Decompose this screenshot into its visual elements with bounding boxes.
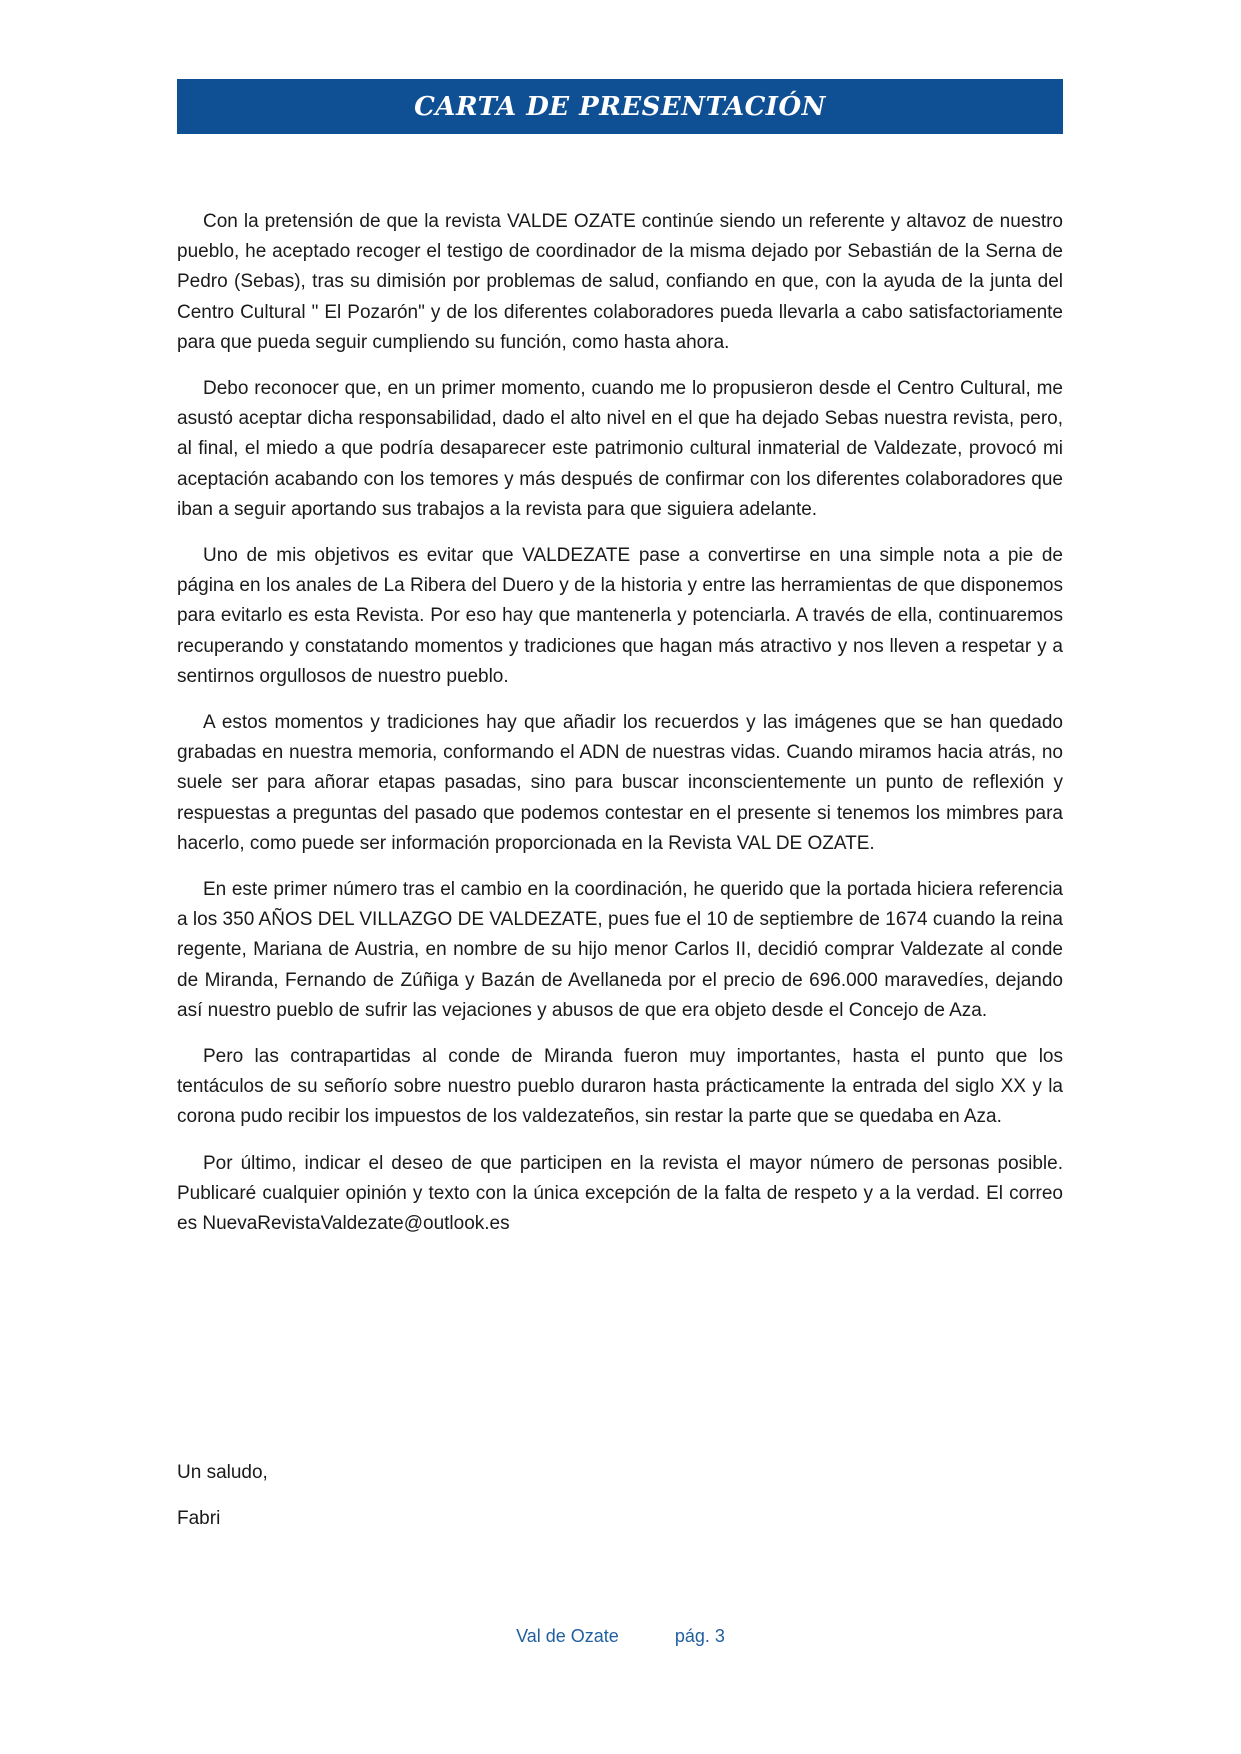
page-footer — [0, 1626, 1241, 1647]
paragraph-4: A estos momentos y tradiciones hay que añadir los recuerdos y las imágenes que se han quedado grabadas en nuestra memoria, conformando el ADN de nuestras vidas. Cuando miramos hacia atrás, no suele ser para añorar etapas pasadas, sino para buscar inconscientemente un punto de reflexión y respuestas a preguntas del pasado que podemos contestar en el presente si tenemos los mimbres para hacerlo, como puede ser información proporcionada en la Revista VAL DE OZATE. — [177, 712, 1063, 854]
paragraph-6: Pero las contrapartidas al conde de Miranda fueron muy importantes, hasta el punto que los tentáculos de su señorío sobre nuestro pueblo duraron hasta prácticamente la entrada del siglo XX y la corona pudo recibir los impuestos de los valdezateños, sin restar la parte que se quedaba en Aza. — [177, 1046, 1063, 1128]
page-title: CARTA DE PRESENTACIÓN — [414, 91, 826, 122]
paragraph-5: En este primer número tras el cambio en la coordinación, he querido que la portada hiciera referencia a los 350 AÑOS DEL VILLAZGO DE VALDEZATE, pues fue el 10 de septiembre de 1674 cuando la reina regente, Mariana de Austria, en nombre de su hijo menor Carlos II, decidió comprar Valdezate al conde de Miranda, Fernando de Zúñiga y Bazán de Avellaneda por el precio de 696.000 maravedíes, dejando así nuestro pueblo de sufrir las vejaciones y abusos de que era objeto desde el Concejo de Aza. — [177, 879, 1063, 1021]
publication-name: Val de Ozate — [516, 1626, 619, 1646]
letter-body — [177, 207, 1063, 1255]
signoff — [177, 1458, 268, 1550]
paragraph-2: Debo reconocer que, en un primer momento, cuando me lo propusieron desde el Centro Cultural, me asustó aceptar dicha responsabilidad, dado el alto nivel en el que ha dejado Sebas nuestra revista, pero, al final, el miedo a que podría desaparecer este patrimonio cultural inmaterial de Valdezate, provocó mi aceptación acabando con los temores y más después de confirmar con los diferentes colaboradores que iban a seguir aportando sus trabajos a la revista para que siguiera adelante. — [177, 378, 1063, 520]
paragraph-3: Uno de mis objetivos es evitar que VALDEZATE pase a convertirse en una simple nota a pie de página en los anales de La Ribera del Duero y de la historia y entre las herramientas de que disponemos para evitarlo es esta Revista. Por eso hay que mantenerla y potenciarla. A través de ella, continuaremos recuperando y constatando momentos y tradiciones que hagan más atractivo y nos lleven a respetar y a sentirnos orgullosos de nuestro pueblo. — [177, 545, 1063, 687]
paragraph-7: Por último, indicar el deseo de que participen en la revista el mayor número de personas posible. Publicaré cualquier opinión y texto con la única excepción de la falta de respeto y a la verdad. El correo es NuevaRevistaValdezate@outlook.es — [177, 1152, 1063, 1235]
paragraph-1: Con la pretensión de que la revista VALDE OZATE continúe siendo un referente y altavoz de nuestro pueblo, he aceptado recoger el testigo de coordinador de la misma dejado por Sebastián de la Serna de Pedro (Sebas), tras su dimisión por problemas de salud, confiando en que, con la ayuda de la junta del Centro Cultural " El Pozarón" y de los diferentes colaboradores pueda llevarla a cabo satisfactoriamente para que pueda seguir cumpliendo su función, como hasta ahora. — [177, 211, 1063, 353]
signature-name: Fabri — [177, 1508, 221, 1529]
greeting: Un saludo, — [177, 1462, 268, 1483]
title-banner — [177, 79, 1063, 134]
page-number: pág. 3 — [674, 1626, 725, 1646]
